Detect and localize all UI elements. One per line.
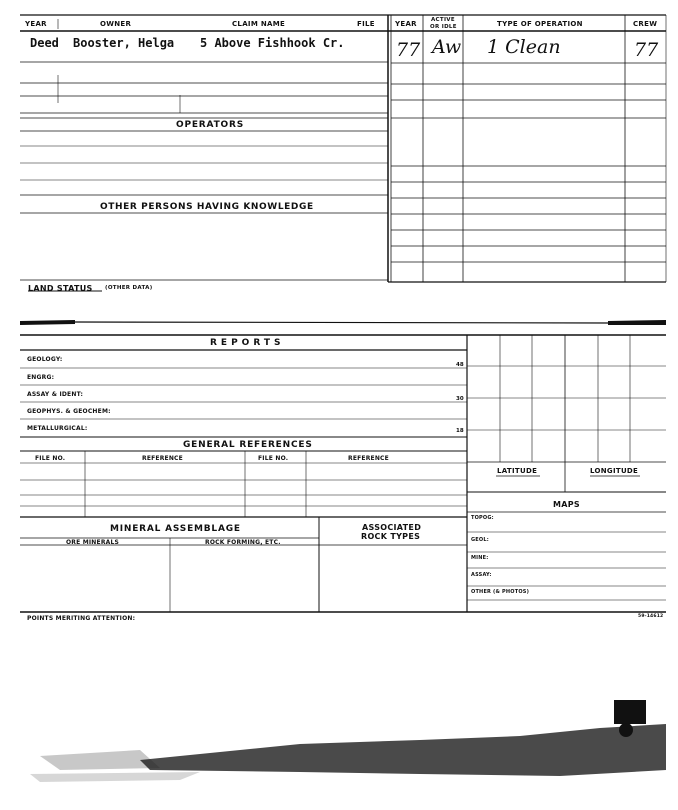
crew-column-header: CREW bbox=[633, 20, 658, 28]
year-right-column-header: YEAR bbox=[395, 20, 417, 28]
year-column-header: YEAR bbox=[25, 20, 47, 28]
map-row-other: OTHER (& PHOTOS) bbox=[471, 589, 530, 595]
entry-claim-name: 5 Above Fishhook Cr. bbox=[200, 36, 345, 50]
ore-minerals-header: ORE MINERALS bbox=[66, 539, 120, 546]
rock-types-title: ROCK TYPES bbox=[361, 532, 421, 541]
report-side-number: 48 bbox=[456, 362, 464, 368]
map-row-geol: GEOL: bbox=[471, 537, 489, 543]
points-meriting-attention: POINTS MERITING ATTENTION: bbox=[27, 615, 136, 622]
report-row-geology: GEOLOGY: bbox=[27, 356, 63, 363]
gr-file-no-header-2: FILE NO. bbox=[258, 455, 289, 462]
rock-forming-header: ROCK FORMING, ETC. bbox=[205, 539, 281, 546]
type-of-operation-column-header: TYPE OF OPERATION bbox=[497, 20, 583, 28]
form-number: 59-14612 bbox=[638, 614, 664, 619]
report-row-geophysics: GEOPHYS. & GEOCHEM: bbox=[27, 408, 111, 415]
gr-reference-header-2: REFERENCE bbox=[348, 455, 389, 462]
report-side-number: 18 bbox=[456, 428, 464, 434]
active-column-header: ACTIVE bbox=[431, 17, 455, 23]
handwritten-crew: 77 bbox=[634, 39, 659, 61]
mineral-assemblage-title: MINERAL ASSEMBLAGE bbox=[110, 524, 241, 534]
gr-file-no-header: FILE NO. bbox=[35, 455, 66, 462]
claim-name-column-header: CLAIM NAME bbox=[232, 20, 286, 28]
associated-title: ASSOCIATED bbox=[362, 523, 422, 532]
longitude-label: LONGITUDE bbox=[590, 467, 639, 475]
gr-reference-header: REFERENCE bbox=[142, 455, 183, 462]
report-row-engineering: ENGRG: bbox=[27, 374, 55, 381]
map-row-mine: MINE: bbox=[471, 555, 489, 561]
map-row-assay: ASSAY: bbox=[471, 572, 492, 578]
report-side-number: 30 bbox=[456, 396, 464, 402]
or-idle-column-header: OR IDLE bbox=[430, 24, 457, 30]
map-row-topog: TOPOG: bbox=[471, 515, 494, 521]
land-status-note: (OTHER DATA) bbox=[105, 285, 153, 291]
report-row-metallurgical: METALLURGICAL: bbox=[27, 425, 88, 432]
handwritten-year: 77 bbox=[396, 39, 421, 61]
report-row-assay: ASSAY & IDENT: bbox=[27, 391, 84, 398]
entry-year: Deed bbox=[30, 36, 59, 50]
handwritten-type-of-operation: 1 Clean bbox=[487, 36, 561, 58]
land-status-title: LAND STATUS bbox=[28, 284, 93, 293]
other-persons-title: OTHER PERSONS HAVING KNOWLEDGE bbox=[100, 202, 314, 212]
file-column-header: FILE bbox=[357, 20, 375, 28]
entry-owner: Booster, Helga bbox=[73, 36, 175, 50]
reports-title: REPORTS bbox=[210, 338, 285, 348]
operators-title: OPERATORS bbox=[176, 120, 244, 130]
general-references-title: GENERAL REFERENCES bbox=[183, 440, 313, 450]
handwritten-active-or-idle: Aw bbox=[432, 36, 462, 58]
owner-column-header: OWNER bbox=[100, 20, 132, 28]
maps-title: MAPS bbox=[553, 500, 580, 509]
latitude-label: LATITUDE bbox=[497, 467, 538, 475]
